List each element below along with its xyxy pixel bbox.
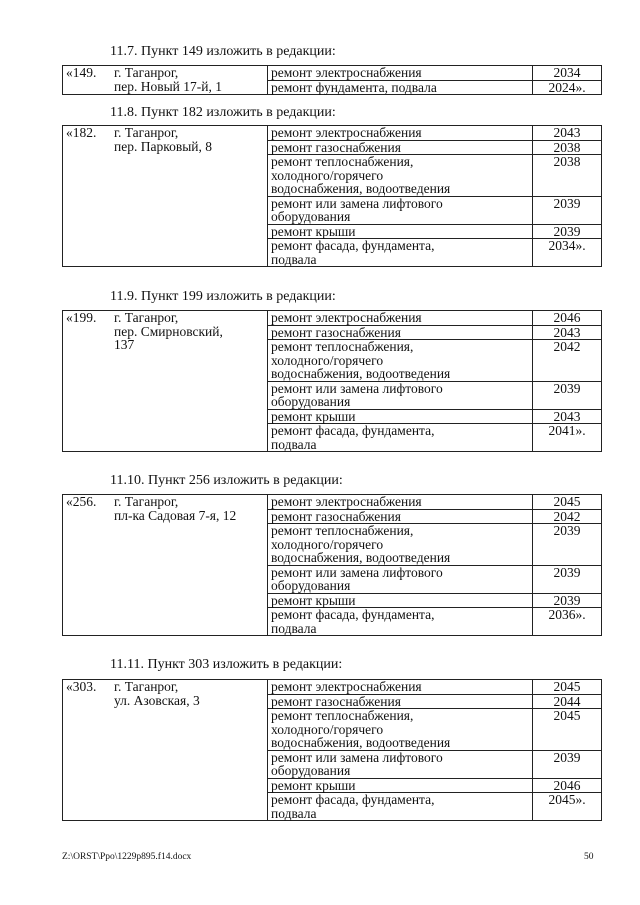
work-cell: ремонт крыши — [268, 593, 533, 608]
year-cell: 2039 — [533, 750, 602, 778]
section-heading: 11.11. Пункт 303 изложить в редакции: — [110, 657, 343, 672]
year-cell: 2042 — [533, 509, 602, 524]
year-cell: 2039 — [533, 381, 602, 409]
item-number: «303. — [63, 680, 112, 821]
work-cell: ремонт или замена лифтового оборудования — [268, 381, 533, 409]
work-cell: ремонт фундамента, подвала — [268, 80, 533, 95]
section-heading: 11.7. Пункт 149 изложить в редакции: — [110, 44, 336, 59]
section-heading: 11.8. Пункт 182 изложить в редакции: — [110, 105, 336, 120]
year-cell: 2045». — [533, 793, 602, 821]
work-cell: ремонт теплоснабжения, холодного/горячего водоснабжения, водоотведения — [268, 155, 533, 197]
item-number: «199. — [63, 311, 112, 452]
register-table — [62, 494, 602, 636]
work-cell: ремонт электроснабжения — [268, 126, 533, 141]
item-address: г. Таганрог, пер. Парковый, 8 — [111, 126, 268, 267]
year-cell: 2043 — [533, 126, 602, 141]
work-cell: ремонт фасада, фундамента, подвала — [268, 239, 533, 267]
work-cell: ремонт теплоснабжения, холодного/горячего водоснабжения, водоотведения — [268, 340, 533, 382]
work-cell: ремонт электроснабжения — [268, 495, 533, 510]
year-cell: 2043 — [533, 325, 602, 340]
year-cell: 2042 — [533, 340, 602, 382]
item-number: «182. — [63, 126, 112, 267]
section-heading: 11.10. Пункт 256 изложить в редакции: — [110, 473, 343, 488]
year-cell: 2046 — [533, 311, 602, 326]
year-cell: 2039 — [533, 593, 602, 608]
year-cell: 2041». — [533, 424, 602, 452]
year-cell: 2039 — [533, 524, 602, 566]
item-address: г. Таганрог, пер. Новый 17-й, 1 — [111, 66, 268, 95]
register-table — [62, 310, 602, 452]
year-cell: 2039 — [533, 565, 602, 593]
work-cell: ремонт или замена лифтового оборудования — [268, 750, 533, 778]
work-cell: ремонт крыши — [268, 778, 533, 793]
work-cell: ремонт газоснабжения — [268, 140, 533, 155]
year-cell: 2039 — [533, 224, 602, 239]
work-cell: ремонт теплоснабжения, холодного/горячего водоснабжения, водоотведения — [268, 524, 533, 566]
year-cell: 2038 — [533, 140, 602, 155]
year-cell: 2046 — [533, 778, 602, 793]
year-cell: 2024». — [533, 80, 602, 95]
work-cell: ремонт теплоснабжения, холодного/горячего водоснабжения, водоотведения — [268, 709, 533, 751]
year-cell: 2039 — [533, 196, 602, 224]
work-cell: ремонт крыши — [268, 224, 533, 239]
item-number: «149. — [63, 66, 112, 95]
work-cell: ремонт газоснабжения — [268, 325, 533, 340]
footer-file-path: Z:\ORST\Ppo\1229p895.f14.docx — [62, 852, 192, 862]
work-cell: ремонт газоснабжения — [268, 694, 533, 709]
work-cell: ремонт крыши — [268, 409, 533, 424]
work-cell: ремонт или замена лифтового оборудования — [268, 565, 533, 593]
work-cell: ремонт электроснабжения — [268, 66, 533, 81]
item-address: г. Таганрог, пл-ка Садовая 7-я, 12 — [111, 495, 268, 636]
work-cell: ремонт газоснабжения — [268, 509, 533, 524]
year-cell: 2038 — [533, 155, 602, 197]
register-table — [62, 65, 602, 95]
item-address: г. Таганрог, пер. Смирновский, 137 — [111, 311, 268, 452]
work-cell: ремонт фасада, фундамента, подвала — [268, 424, 533, 452]
year-cell: 2044 — [533, 694, 602, 709]
year-cell: 2034». — [533, 239, 602, 267]
register-table — [62, 679, 602, 821]
year-cell: 2045 — [533, 495, 602, 510]
year-cell: 2045 — [533, 709, 602, 751]
page-number: 50 — [584, 852, 594, 862]
year-cell: 2036». — [533, 608, 602, 636]
work-cell: ремонт или замена лифтового оборудования — [268, 196, 533, 224]
work-cell: ремонт электроснабжения — [268, 311, 533, 326]
year-cell: 2034 — [533, 66, 602, 81]
register-table — [62, 125, 602, 267]
year-cell: 2043 — [533, 409, 602, 424]
work-cell: ремонт фасада, фундамента, подвала — [268, 608, 533, 636]
section-heading: 11.9. Пункт 199 изложить в редакции: — [110, 289, 336, 304]
work-cell: ремонт фасада, фундамента, подвала — [268, 793, 533, 821]
item-number: «256. — [63, 495, 112, 636]
year-cell: 2045 — [533, 680, 602, 695]
work-cell: ремонт электроснабжения — [268, 680, 533, 695]
item-address: г. Таганрог, ул. Азовская, 3 — [111, 680, 268, 821]
